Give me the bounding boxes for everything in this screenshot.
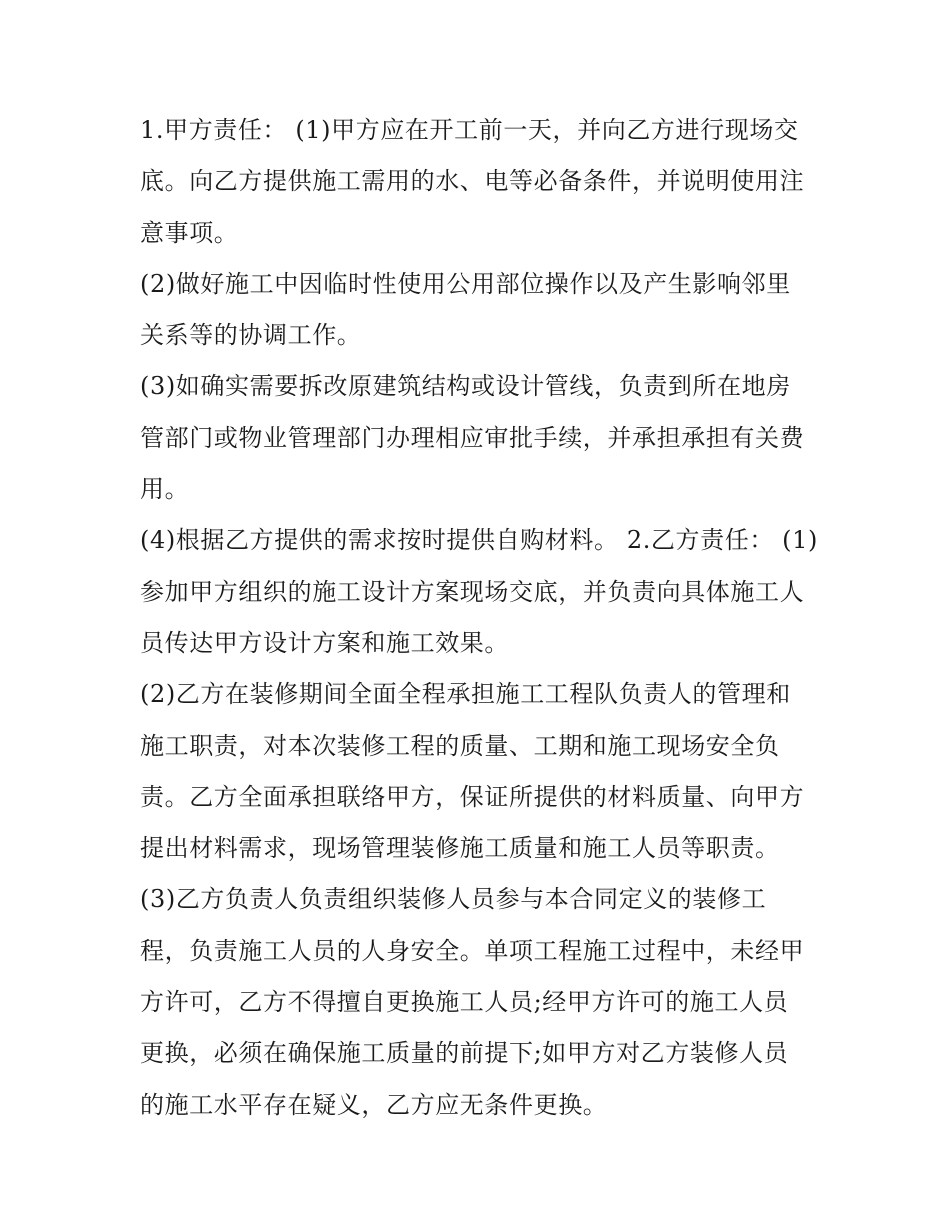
text-line: 更换，必须在确保施工质量的前提下;如甲方对乙方装修人员	[140, 1039, 789, 1068]
text-line: 责。乙方全面承担联络甲方，保证所提供的材料质量、向甲方	[140, 782, 805, 811]
text-line: 关系等的协调工作。	[140, 321, 362, 350]
text-line: 的施工水平存在疑义，乙方应无条件更换。	[140, 1090, 608, 1119]
text-line: 意事项。	[140, 218, 239, 247]
text-line: (2)做好施工中因临时性使用公用部位操作以及产生影响邻里	[140, 269, 791, 298]
text-line: (3)如确实需要拆改原建筑结构或设计管线，负责到所在地房	[140, 372, 791, 401]
text-line: 施工职责，对本次装修工程的质量、工期和施工现场安全负	[140, 731, 780, 760]
text-line: 参加甲方组织的施工设计方案现场交底，并负责向具体施工人	[140, 577, 805, 606]
text-line: 程，负责施工人员的人身安全。单项工程施工过程中，未经甲	[140, 936, 805, 965]
text-line: (3)乙方负责人负责组织装修人员参与本合同定义的装修工	[140, 885, 767, 914]
text-line: (4)根据乙方提供的需求按时提供自购材料。 2.乙方责任： (1)	[140, 526, 818, 555]
text-line: 用。	[140, 475, 190, 504]
text-line: 方许可，乙方不得擅自更换施工人员;经甲方许可的施工人员	[140, 988, 789, 1017]
text-line: 员传达甲方设计方案和施工效果。	[140, 628, 509, 657]
contract-text-body	[140, 105, 820, 1131]
text-line: (2)乙方在装修期间全面全程承担施工工程队负责人的管理和	[140, 680, 791, 709]
text-line: 提出材料需求，现场管理装修施工质量和施工人员等职责。	[140, 834, 780, 863]
text-line: 底。向乙方提供施工需用的水、电等必备条件，并说明使用注	[140, 167, 805, 196]
text-line: 管部门或物业管理部门办理相应审批手续，并承担承担有关费	[140, 423, 805, 452]
text-line: 1.甲方责任： (1)甲方应在开工前一天，并向乙方进行现场交	[140, 116, 799, 144]
